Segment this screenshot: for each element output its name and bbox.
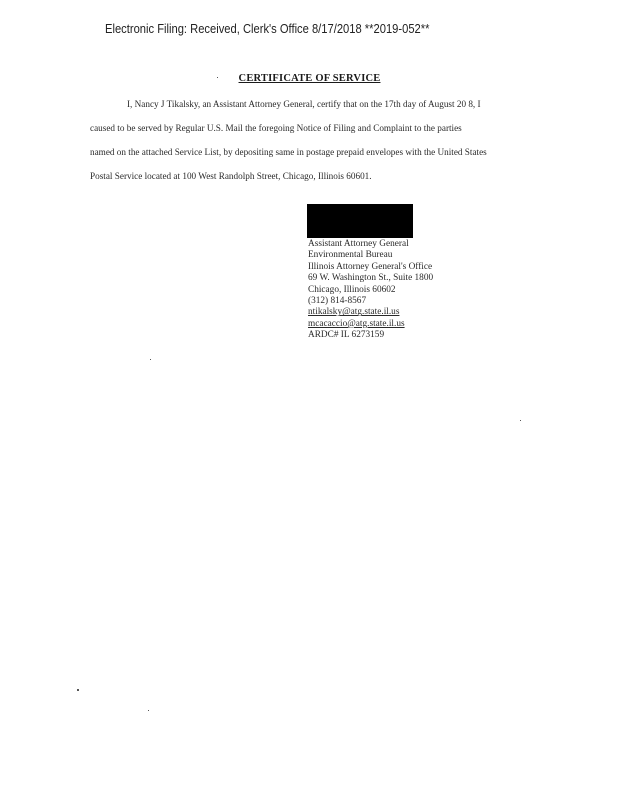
body-line-1: I, Nancy J Tikalsky, an Assistant Attorney General, certify that on the 17th day of August 20 8, I <box>127 99 481 109</box>
signature-bureau: Environmental Bureau <box>308 250 393 261</box>
scan-speck <box>150 359 151 360</box>
signature-city: Chicago, Illinois 60602 <box>308 284 396 295</box>
document-title: CERTIFICATE OF SERVICE <box>238 73 381 84</box>
signature-ardc: ARDC# IL 6273159 <box>308 330 385 341</box>
signature-email-1[interactable]: ntikalsky@atg.state.il.us <box>308 307 400 318</box>
body-line-3: named on the attached Service List, by depositing same in postage prepaid envelopes with the United States <box>90 147 487 157</box>
scan-speck <box>148 710 149 711</box>
scan-speck <box>77 689 79 691</box>
body-line-2: caused to be served by Regular U.S. Mail the foregoing Notice of Filing and Complaint to the parties <box>90 123 462 133</box>
signature-office: Illinois Attorney General's Office <box>308 261 433 272</box>
scan-speck <box>520 420 521 421</box>
signature-block <box>308 239 433 342</box>
signature-phone: (312) 814-8567 <box>308 296 367 307</box>
redacted-signature <box>307 204 413 238</box>
filing-stamp: Electronic Filing: Received, Clerk's Office 8/17/2018 **2019-052** <box>105 21 430 36</box>
scan-speck <box>217 77 218 78</box>
signature-title: Assistant Attorney General <box>308 239 409 249</box>
signature-email-2[interactable]: mcacaccio@atg.state.il.us <box>308 318 405 329</box>
body-line-4: Postal Service located at 100 West Randolph Street, Chicago, Illinois 60601. <box>90 171 372 181</box>
signature-street: 69 W. Washington St., Suite 1800 <box>308 273 434 284</box>
